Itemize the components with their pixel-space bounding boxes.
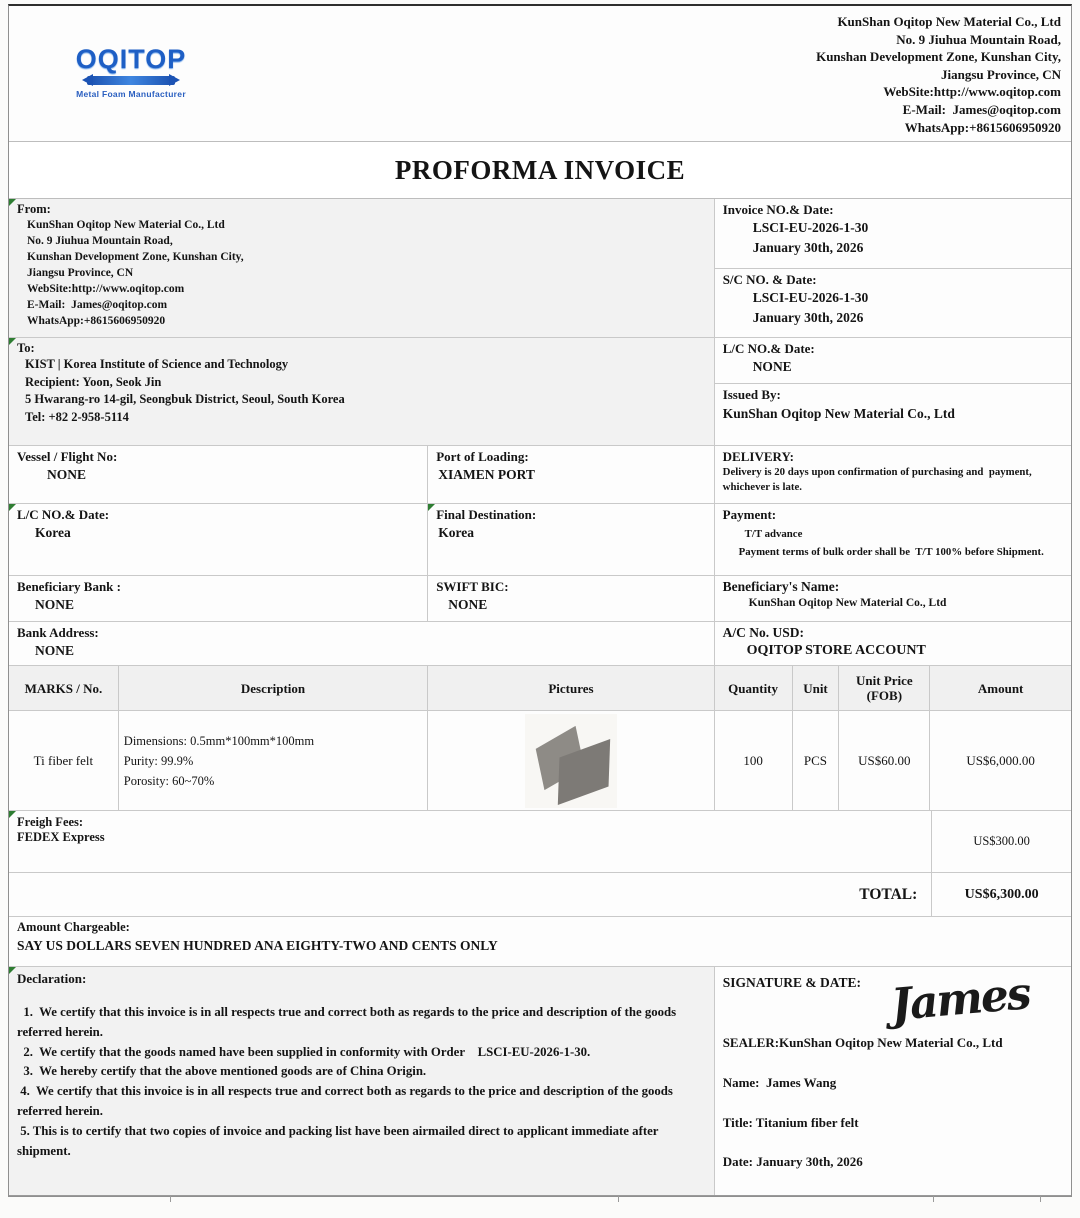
company-whatsapp: WhatsApp:+8615606950920 bbox=[904, 119, 1061, 135]
signer-title-line: Title: Titanium fiber felt bbox=[722, 1115, 859, 1130]
sc-no-label: S/C NO. & Date: bbox=[722, 272, 817, 287]
final-destination-label: Final Destination: bbox=[436, 507, 537, 522]
lc-no-box bbox=[715, 338, 1071, 384]
signature-label: SIGNATURE & DATE: bbox=[722, 975, 861, 990]
product-photo bbox=[525, 714, 617, 808]
ac-no-box bbox=[715, 622, 1071, 665]
bank-address-value: NONE bbox=[35, 643, 75, 658]
beneficiary-bank-label: Beneficiary Bank : bbox=[17, 579, 121, 594]
to-label: To: bbox=[17, 341, 35, 355]
to-line: Recipient: Yoon, Seok Jin bbox=[25, 374, 162, 389]
swift-bic-label: SWIFT BIC: bbox=[436, 579, 509, 594]
beneficiary-name-value: KunShan Oqitop New Material Co., Ltd bbox=[748, 597, 947, 609]
lc-destination-payment-row bbox=[9, 504, 1071, 576]
signature-box bbox=[715, 967, 1071, 1195]
freight-fees-label: Freigh Fees: bbox=[17, 815, 84, 829]
company-email: E-Mail: James@oqitop.com bbox=[902, 101, 1061, 117]
grid-tick bbox=[933, 1196, 934, 1202]
declaration-signature-row bbox=[9, 967, 1071, 1196]
total-row bbox=[9, 873, 1071, 917]
final-destination-value: Korea bbox=[438, 525, 474, 540]
excel-corner-marker bbox=[9, 199, 16, 206]
company-line: Kunshan Development Zone, Kunshan City, bbox=[816, 49, 1061, 65]
to-line: 5 Hwarang-ro 14-gil, Seongbuk District, Seoul, South Korea bbox=[25, 392, 345, 406]
header-pictures: Pictures bbox=[428, 666, 714, 710]
header-quantity: Quantity bbox=[715, 666, 793, 710]
sc-date-value: January 30th, 2026 bbox=[752, 309, 864, 325]
company-website: WebSite:http://www.oqitop.com bbox=[883, 84, 1061, 100]
payment-term-line: Payment terms of bulk order shall be T/T 100% before Shipment. bbox=[738, 545, 1044, 558]
declaration-box bbox=[9, 967, 715, 1195]
amount-chargeable-box bbox=[9, 917, 1071, 967]
to-lc-row bbox=[9, 338, 1071, 446]
item-porosity: Porosity: 60~70% bbox=[123, 773, 215, 788]
swift-bic-box bbox=[428, 576, 714, 621]
amount-chargeable-label: Amount Chargeable: bbox=[17, 920, 130, 934]
header-unit-price: Unit Price (FOB) bbox=[839, 666, 930, 710]
declaration-item: 4. We certify that this invoice is in all respects true and correct both as regards to the price and description of the goods referred herein. bbox=[17, 1084, 677, 1118]
payment-box bbox=[715, 504, 1071, 575]
item-quantity: 100 bbox=[715, 711, 793, 810]
declaration-item: 5. This is to certify that two copies of invoice and packing list have been airmailed direct to applicant immediate after shipment. bbox=[17, 1123, 662, 1158]
from-website: WebSite:http://www.oqitop.com bbox=[27, 283, 185, 295]
ac-no-value: OQITOP STORE ACCOUNT bbox=[746, 643, 926, 658]
to-address-block bbox=[25, 356, 706, 426]
item-description bbox=[119, 711, 428, 810]
sealer-line: SEALER:KunShan Oqitop New Material Co., Ltd bbox=[722, 1035, 1003, 1050]
to-line: KIST | Korea Institute of Science and Technology bbox=[25, 357, 289, 371]
logo-wordmark: OQITOP bbox=[75, 44, 187, 74]
from-address-block bbox=[27, 217, 706, 329]
item-unit: PCS bbox=[793, 711, 840, 810]
item-picture-cell bbox=[428, 711, 714, 810]
freight-fees-box bbox=[9, 811, 932, 872]
final-destination-box bbox=[428, 504, 714, 575]
grid-tick bbox=[1040, 1196, 1041, 1202]
port-of-loading-value: XIAMEN PORT bbox=[438, 467, 535, 482]
items-table-header bbox=[9, 666, 1071, 711]
declaration-item: 3. We hereby certify that the above mentioned goods are of China Origin. bbox=[17, 1064, 427, 1079]
company-line: Jiangsu Province, CN bbox=[940, 66, 1061, 82]
vessel-port-delivery-row bbox=[9, 446, 1071, 504]
logo-tagline: Metal Foam Manufacturer bbox=[76, 89, 186, 99]
logo-arrow-bar-icon bbox=[87, 76, 175, 85]
company-line: No. 9 Jiuhua Mountain Road, bbox=[896, 31, 1061, 47]
lc-issued-column bbox=[715, 338, 1071, 445]
signature-date-line: Date: January 30th, 2026 bbox=[722, 1154, 863, 1169]
header-description: Description bbox=[119, 666, 428, 710]
sc-no-value: LSCI-EU-2026-1-30 bbox=[752, 290, 869, 305]
declaration-item: 2. We certify that the goods named have been supplied in conformity with Order LSCI-EU-2026-1-30. bbox=[17, 1044, 591, 1059]
item-unit-price: US$60.00 bbox=[839, 711, 930, 810]
bank-address-label: Bank Address: bbox=[17, 625, 99, 640]
issued-by-value: KunShan Oqitop New Material Co., Ltd bbox=[722, 406, 955, 421]
freight-carrier: FEDEX Express bbox=[17, 830, 105, 844]
ac-no-label: A/C No. USD: bbox=[722, 625, 805, 640]
to-phone: Tel: +82 2-958-5114 bbox=[25, 409, 129, 424]
header-amount: Amount bbox=[977, 680, 1024, 696]
invoice-document bbox=[8, 4, 1072, 1197]
payment-term-line: T/T advance bbox=[744, 528, 803, 540]
issued-by-box bbox=[715, 384, 1071, 445]
port-of-loading-box bbox=[428, 446, 714, 503]
lc-no-value: NONE bbox=[752, 359, 792, 374]
from-line: Jiangsu Province, CN bbox=[27, 267, 134, 279]
handwritten-signature bbox=[883, 967, 1063, 1033]
invoice-sc-column bbox=[715, 199, 1071, 337]
title-bar bbox=[9, 142, 1071, 199]
company-line: KunShan Oqitop New Material Co., Ltd bbox=[837, 14, 1061, 29]
amount-in-words: SAY US DOLLARS SEVEN HUNDRED ANA EIGHTY-TWO AND CENTS ONLY bbox=[17, 938, 498, 953]
vessel-value: NONE bbox=[47, 467, 87, 482]
grid-tick bbox=[170, 1196, 171, 1202]
document-header bbox=[9, 6, 1071, 142]
item-dimensions: Dimensions: 0.5mm*100mm*100mm bbox=[123, 733, 315, 748]
signer-name-line: Name: James Wang bbox=[722, 1075, 837, 1090]
issued-by-label: Issued By: bbox=[722, 387, 781, 402]
swift-bic-value: NONE bbox=[448, 597, 488, 612]
company-contact-block bbox=[816, 13, 1061, 136]
from-line: Kunshan Development Zone, Kunshan City, bbox=[27, 251, 244, 263]
beneficiary-bank-box bbox=[9, 576, 428, 621]
beneficiary-row bbox=[9, 576, 1071, 622]
invoice-no-label: Invoice NO.& Date: bbox=[722, 202, 834, 217]
signature-text: James bbox=[888, 968, 1032, 1032]
declaration-list bbox=[17, 1003, 706, 1161]
page-title: PROFORMA INVOICE bbox=[394, 154, 686, 185]
payment-label: Payment: bbox=[722, 507, 777, 522]
to-box bbox=[9, 338, 715, 445]
item-amount: US$6,000.00 bbox=[966, 752, 1035, 768]
delivery-terms-line: Delivery is 20 days upon confirmation of purchasing and payment, bbox=[722, 466, 1032, 478]
header-marks: MARKS / No. bbox=[9, 666, 119, 710]
item-marks: Ti fiber felt bbox=[9, 711, 119, 810]
bank-address-box bbox=[9, 622, 715, 665]
beneficiary-name-label: Beneficiary's Name: bbox=[722, 579, 840, 594]
delivery-box bbox=[715, 446, 1071, 503]
lc-no-label: L/C NO.& Date: bbox=[722, 341, 815, 356]
item-purity: Purity: 99.9% bbox=[123, 753, 194, 768]
from-whatsapp: WhatsApp:+8615606950920 bbox=[27, 315, 166, 327]
declaration-label: Declaration: bbox=[17, 971, 87, 986]
lc-no-date-box bbox=[9, 504, 428, 575]
header-unit: Unit bbox=[793, 666, 840, 710]
grid-tick bbox=[618, 1196, 619, 1202]
vessel-label: Vessel / Flight No: bbox=[17, 449, 118, 464]
from-line: No. 9 Jiuhua Mountain Road, bbox=[27, 235, 173, 247]
from-invoice-row bbox=[9, 199, 1071, 338]
lc-no-date-label: L/C NO.& Date: bbox=[17, 507, 110, 522]
from-line: KunShan Oqitop New Material Co., Ltd bbox=[27, 219, 225, 231]
from-email: E-Mail: James@oqitop.com bbox=[27, 299, 168, 311]
bank-address-row bbox=[9, 622, 1071, 666]
delivery-label: DELIVERY: bbox=[722, 449, 794, 464]
beneficiary-name-box bbox=[715, 576, 1071, 621]
delivery-terms-line: whichever is late. bbox=[722, 480, 802, 493]
declaration-item: 1. We certify that this invoice is in all respects true and correct both as regards to the price and description of the goods referred herein. bbox=[17, 1005, 680, 1039]
invoice-no-value: LSCI-EU-2026-1-30 bbox=[752, 220, 869, 235]
excel-corner-marker bbox=[9, 504, 16, 511]
freight-row bbox=[9, 811, 1071, 873]
excel-corner-marker bbox=[9, 967, 16, 974]
excel-corner-marker bbox=[428, 504, 435, 511]
excel-corner-marker bbox=[9, 338, 16, 345]
beneficiary-bank-value: NONE bbox=[35, 597, 75, 612]
bottom-gridline-ticks bbox=[8, 1196, 1072, 1216]
from-label: From: bbox=[17, 202, 51, 216]
total-label: TOTAL: bbox=[9, 873, 932, 916]
port-of-loading-label: Port of Loading: bbox=[436, 449, 529, 464]
sc-no-box bbox=[715, 269, 1071, 337]
invoice-date-value: January 30th, 2026 bbox=[752, 239, 864, 255]
invoice-no-box bbox=[715, 199, 1071, 269]
from-box bbox=[9, 199, 715, 337]
lc-no-date-value: Korea bbox=[35, 525, 71, 540]
company-logo bbox=[73, 44, 189, 99]
total-amount: US$6,300.00 bbox=[964, 886, 1039, 902]
excel-corner-marker bbox=[9, 811, 16, 818]
table-row bbox=[9, 711, 1071, 811]
freight-amount: US$300.00 bbox=[973, 834, 1030, 848]
vessel-box bbox=[9, 446, 428, 503]
